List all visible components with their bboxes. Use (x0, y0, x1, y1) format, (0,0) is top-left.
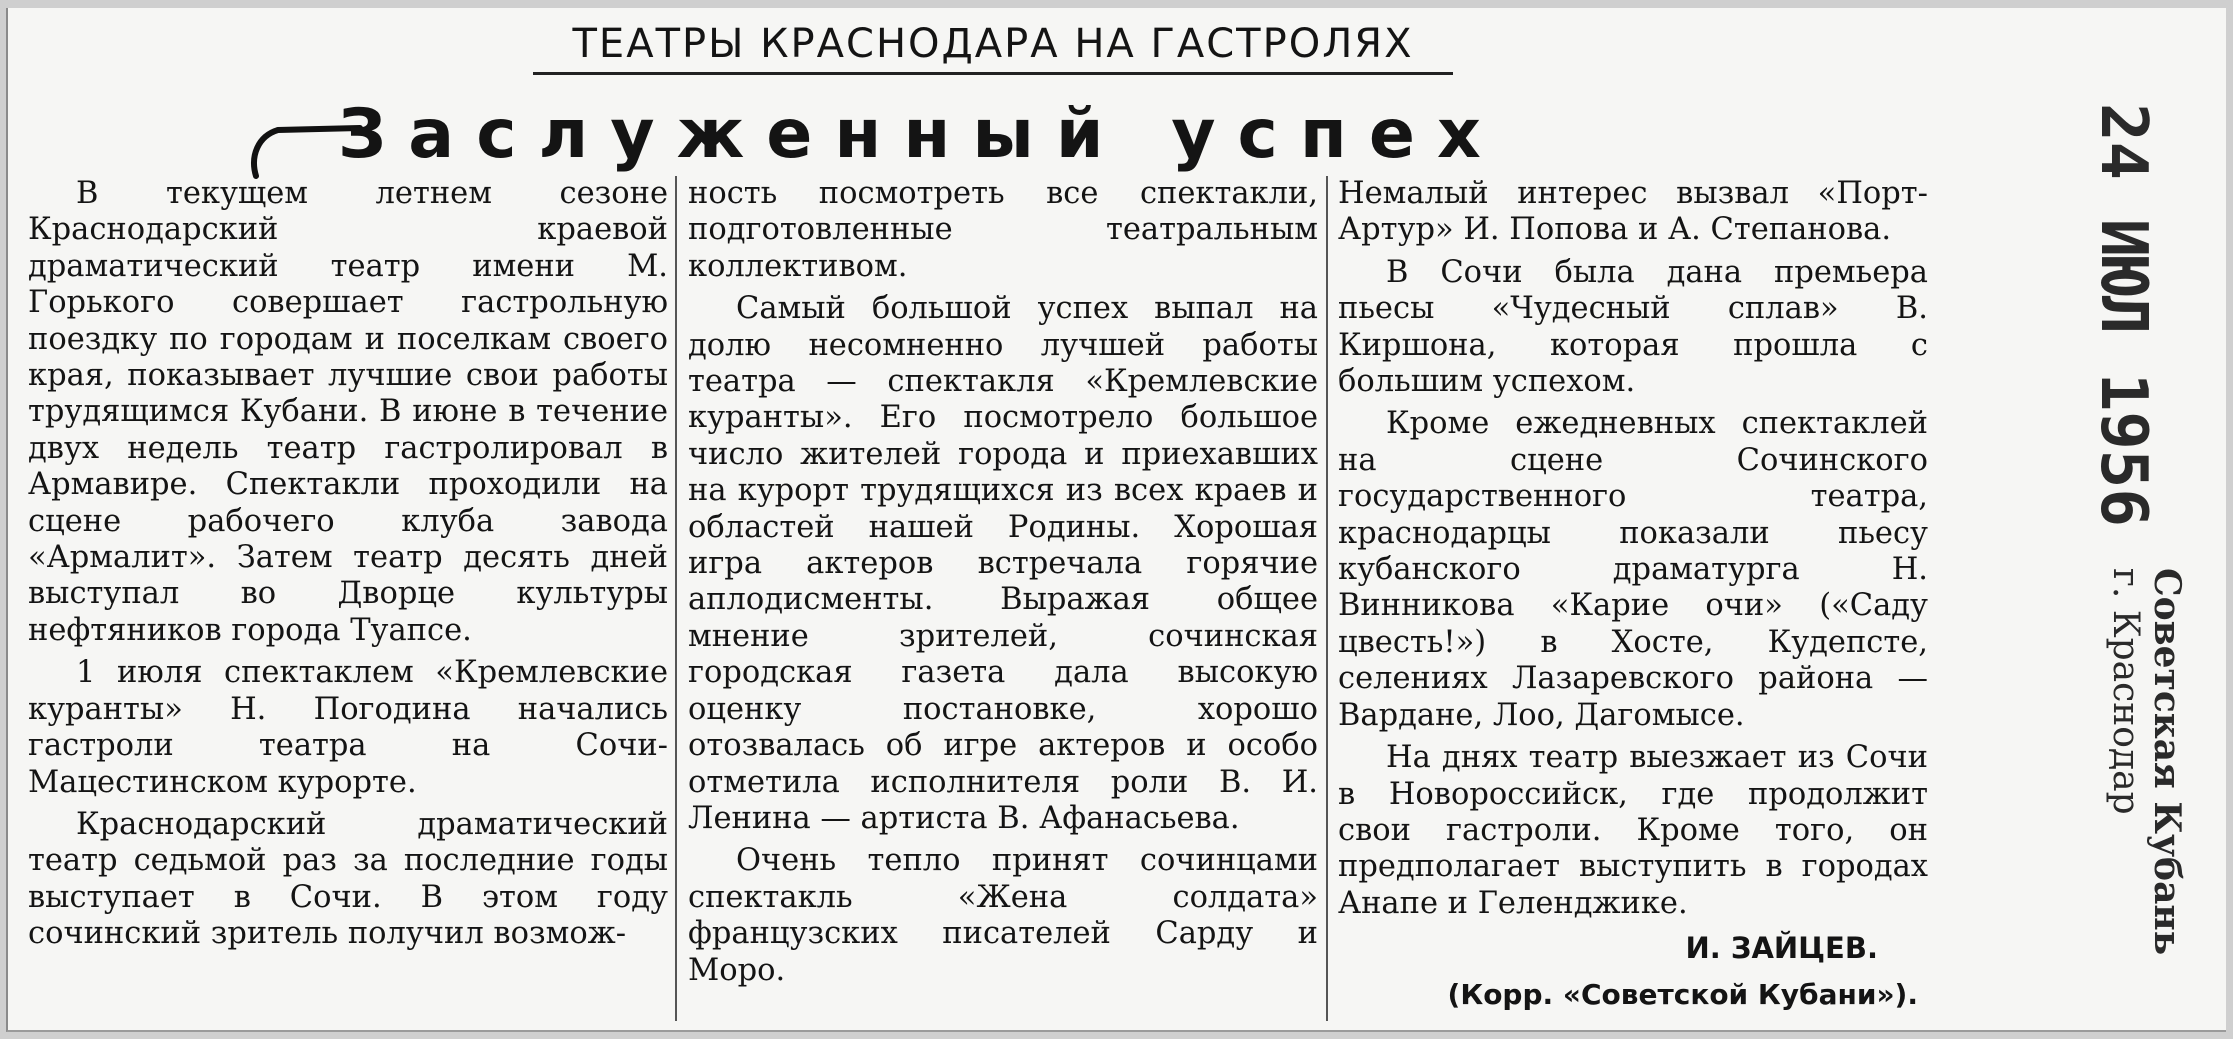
section-rubric: ТЕАТРЫ КРАСНОДАРА НА ГАСТРОЛЯХ (533, 16, 1453, 75)
paragraph: На днях театр выезжает из Сочи в Новороссийск, где продолжит свои гастроли. Кроме того, он предполагает выступить в городах Анапе и Геленджике. (1338, 740, 1928, 921)
paragraph: Краснодарский драматический театр седьмой раз за последние годы выступает в Сочи. В этом году сочинский зритель получил возмож- (28, 806, 668, 952)
source-stamp (2048, 568, 2188, 988)
source-name: Советская Кубань (2146, 568, 2188, 956)
paragraph: Очень тепло принят сочинцами спектакль «Жена солдата» французских писателей Сарду и Моро. (688, 843, 1318, 988)
paragraph: В Сочи была дана премьера пьесы «Чудесный сплав» В. Киршона, которая прошла с большим успехом. (1338, 254, 1928, 400)
source-city: г. Краснодар (2105, 568, 2146, 815)
article-column-3 (1338, 176, 1928, 1013)
paragraph: 1 июля спектаклем «Кремлевские куранты» Н. Погодина начались гастроли театра на Сочи-Мацестинском курорте. (28, 655, 668, 800)
column-divider (1326, 176, 1328, 1021)
paragraph: Немалый интерес вызвал «Порт-Артур» И. Попова и А. Степанова. (1338, 176, 1928, 248)
author-signature: И. ЗАЙЦЕВ. (1685, 931, 1878, 966)
article-headline: Заслуженный успех (338, 95, 1503, 174)
paragraph: Самый большой успех выпал на долю несомненно лучшей работы театра — спектакля «Кремлевские куранты». Его посмотрело большое число жителей города и приехавших на курорт трудящихся из всех краев и областей нашей Родины. Хорошая игра актеров встречала горячие аплодисменты. Выражая общее мнение зрителей, сочинская городская газета дала высокую оценку постановке, хорошо отозвалась об игре актеров и особо отметила исполнителя роли В. И. Ленина — артиста В. Афанасьева. (688, 291, 1318, 836)
paragraph: В текущем летнем сезоне Краснодарский краевой драматический театр имени М. Горького совершает гастрольную поездку по городам и поселкам своего края, показывает лучшие свои работы трудящимся Кубани. В июне в течение двух недель театр гастролировал в Армавире. Спектакли проходили на сцене рабочего клуба завода «Армалит». Затем театр десять дней выступал во Дворце культуры нефтяников города Туапсе. (28, 176, 668, 648)
article-column-1 (28, 176, 668, 953)
paragraph: ность посмотреть все спектакли, подготовленные театральным коллективом. (688, 176, 1318, 284)
correspondent-note: (Корр. «Советской Кубани»). (1447, 977, 1918, 1011)
article-column-2 (688, 176, 1318, 989)
newspaper-clipping (6, 8, 2226, 1032)
date-stamp: 24 ИЮЛ 1956 (2086, 103, 2160, 527)
column-divider (675, 176, 677, 1021)
paragraph: Кроме ежедневных спектаклей на сцене Сочинского государственного театра, краснодарцы показали пьесу кубанского драматурга Н. Винникова «Карие очи» («Саду цвесть!») в Хосте, Кудепсте, селениях Лазаревского района — Вардане, Лоо, Дагомысе. (1338, 406, 1928, 733)
